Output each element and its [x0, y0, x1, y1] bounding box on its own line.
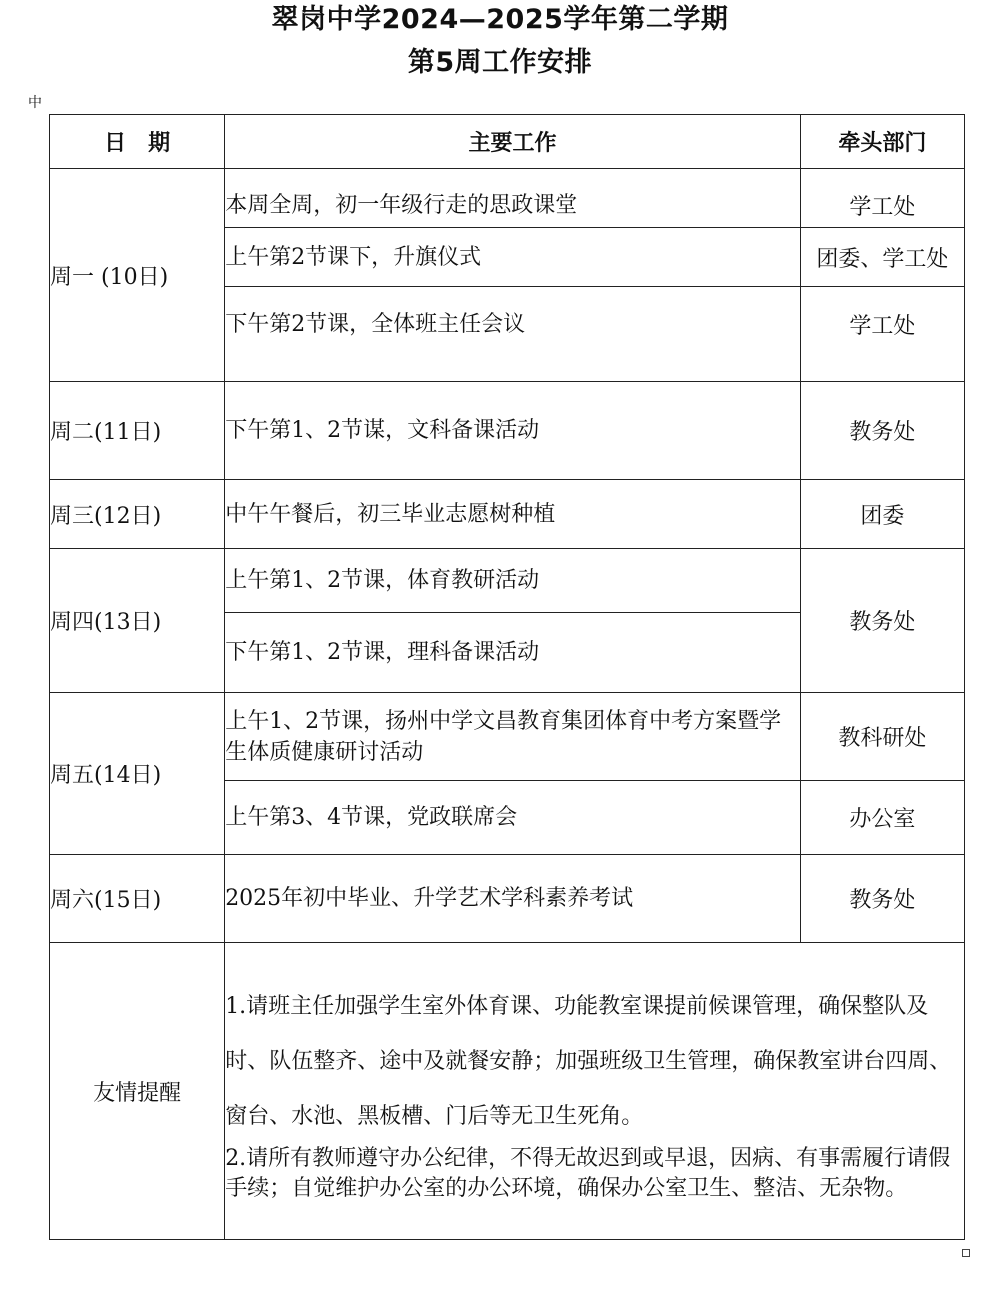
corner-mark-icon — [962, 1249, 970, 1257]
work-cell: 上午第3、4节课，党政联席会 — [225, 781, 801, 855]
date-cell-fri: 周五(14日) — [50, 693, 225, 855]
reminder-content — [225, 943, 965, 1240]
work-cell: 上午1、2节课，扬州中学文昌教育集团体育中考方案暨学生体质健康研讨活动 — [225, 693, 801, 781]
date-cell-thu: 周四(13日) — [50, 549, 225, 693]
dept-cell: 教务处 — [800, 855, 964, 943]
header-date: 日 期 — [50, 115, 225, 169]
date-cell-tue: 周二(11日) — [50, 382, 225, 480]
dept-cell: 团委 — [800, 480, 964, 549]
table-row — [50, 169, 965, 228]
header-dept: 牵头部门 — [800, 115, 964, 169]
work-cell: 中午午餐后，初三毕业志愿树种植 — [225, 480, 801, 549]
table-header-row — [50, 115, 965, 169]
work-cell: 下午第1、2节谋，文科备课活动 — [225, 382, 801, 480]
work-cell: 本周全周，初一年级行走的思政课堂 — [225, 169, 801, 228]
work-cell: 上午第1、2节课，体育教研活动 — [225, 549, 801, 613]
date-cell-wed: 周三(12日) — [50, 480, 225, 549]
date-cell-sat: 周六(15日) — [50, 855, 225, 943]
table-row — [50, 549, 965, 613]
table-row — [50, 382, 965, 480]
work-cell: 上午第2节课下，升旗仪式 — [225, 228, 801, 287]
dept-cell: 教科研处 — [800, 693, 964, 781]
document-subtitle: 第5周工作安排 — [407, 47, 593, 78]
dept-cell: 办公室 — [800, 781, 964, 855]
work-cell: 下午第2节课，全体班主任会议 — [225, 287, 801, 382]
stray-character: 中 — [28, 95, 42, 111]
table-row — [50, 480, 965, 549]
dept-cell: 教务处 — [800, 549, 964, 693]
schedule-table — [49, 114, 965, 1240]
table-row — [50, 855, 965, 943]
dept-cell: 学工处 — [800, 287, 964, 382]
reminder-paragraph-1: 1.请班主任加强学生室外体育课、功能教室课提前候课管理，确保整队及时、队伍整齐、途中及就餐安静；加强班级卫生管理，确保教室讲台四周、窗台、水池、黑板槽、门后等无卫生死角。 — [225, 993, 952, 1129]
header-work: 主要工作 — [225, 115, 801, 169]
table-row — [50, 693, 965, 781]
dept-cell: 学工处 — [800, 169, 964, 228]
reminder-row — [50, 943, 965, 1240]
dept-cell: 团委、学工处 — [800, 228, 964, 287]
date-cell-mon: 周一 (10日) — [50, 169, 225, 382]
document-title: 翠岗中学2024—2025学年第二学期 — [271, 4, 729, 35]
work-cell: 下午第1、2节课，理科备课活动 — [225, 613, 801, 693]
dept-cell: 教务处 — [800, 382, 964, 480]
reminder-paragraph-2: 2.请所有教师遵守办公纪律，不得无故迟到或早退，因病、有事需履行请假手续；自觉维护办公室的办公环境，确保办公室卫生、整洁、无杂物。 — [225, 1145, 951, 1201]
reminder-label: 友情提醒 — [50, 943, 225, 1240]
work-cell: 2025年初中毕业、升学艺术学科素养考试 — [225, 855, 801, 943]
